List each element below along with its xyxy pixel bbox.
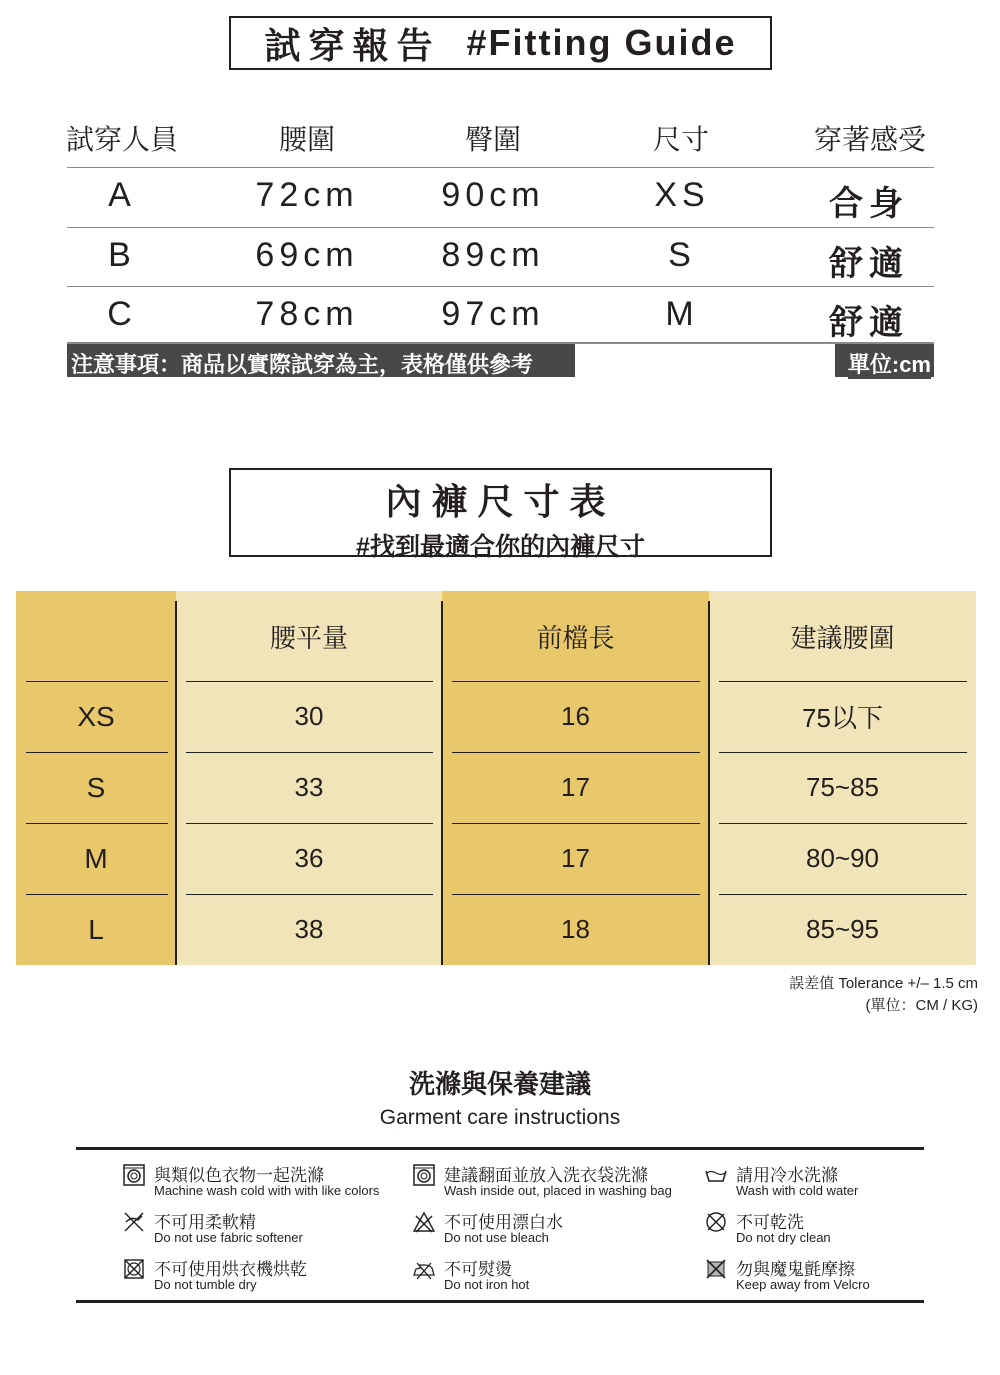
row-divider <box>26 752 168 753</box>
size-chart-title-box <box>229 468 772 561</box>
front-rise-cell: 17 <box>561 843 590 873</box>
waist-flat-cell: 33 <box>294 772 324 802</box>
care-title: 洗滌與保養建議 <box>408 1069 591 1099</box>
row-divider <box>26 681 168 682</box>
no-dry-clean-icon <box>704 1210 728 1234</box>
care-bottom-rule <box>76 1300 924 1303</box>
care-zh: 勿與魔鬼氈摩擦 <box>736 1260 855 1279</box>
no-bleach-icon <box>412 1210 436 1234</box>
care-item <box>704 1255 914 1297</box>
care-zh: 不可使用烘衣機烘乾 <box>154 1260 307 1279</box>
suggested-waist-header: 建議腰圍 <box>790 622 895 653</box>
row-feel: 舒適 <box>829 245 909 283</box>
front-rise-cell: 17 <box>561 772 590 802</box>
row-divider <box>719 681 967 682</box>
hand-wash-tub-icon <box>704 1163 728 1187</box>
front-rise-column <box>442 591 709 965</box>
note-bar <box>67 342 934 377</box>
row-person: C <box>107 295 137 333</box>
row-divider <box>26 823 168 824</box>
row-divider <box>186 681 433 682</box>
row-divider <box>452 752 700 753</box>
suggested-waist-cell: 80~90 <box>805 843 880 873</box>
care-en: Do not dry clean <box>736 1230 831 1245</box>
no-tumble-dry-icon <box>122 1257 146 1281</box>
care-item <box>412 1161 702 1203</box>
care-zh: 不可乾洗 <box>736 1213 804 1232</box>
header-hip: 臀圍 <box>464 124 521 155</box>
waist-flat-cell: 36 <box>294 843 324 873</box>
row-size: XS <box>654 176 710 214</box>
care-item <box>122 1208 412 1250</box>
row-waist: 69cm <box>255 236 359 274</box>
care-item <box>122 1255 412 1297</box>
waist-flat-cell: 38 <box>294 914 324 944</box>
suggested-waist-cell: 85~95 <box>805 914 880 944</box>
row-divider <box>452 681 700 682</box>
care-item <box>704 1161 914 1203</box>
row-divider <box>719 894 967 895</box>
care-en: Keep away from Velcro <box>736 1277 870 1292</box>
waist-flat-cell: 30 <box>294 701 324 731</box>
suggested-waist-cell: 75~85 <box>805 772 880 802</box>
table-row <box>67 286 934 345</box>
size-chart-unit: (單位：CM / KG) <box>865 997 978 1014</box>
row-divider <box>452 894 700 895</box>
header-feel: 穿著感受 <box>813 124 926 155</box>
row-hip: 90cm <box>441 176 545 214</box>
size-chart-table <box>16 591 976 965</box>
care-zh: 請用冷水洗滌 <box>736 1166 838 1185</box>
row-feel: 合身 <box>829 185 909 223</box>
column-divider <box>441 601 443 965</box>
size-chart-subtitle: #找到最適合你的內褲尺寸 <box>356 533 645 561</box>
fitting-title-zh: 試穿報告 <box>264 24 441 66</box>
row-divider <box>186 823 433 824</box>
no-velcro-icon <box>704 1257 728 1281</box>
care-top-rule <box>76 1147 924 1150</box>
size-cell: M <box>84 842 108 874</box>
unit-label: 單位:cm <box>848 348 931 379</box>
suggested-waist-cell: 75以下 <box>802 703 883 733</box>
row-person: A <box>108 176 136 214</box>
size-chart-title: 內褲尺寸表 <box>385 481 616 522</box>
size-cell: S <box>86 771 106 803</box>
care-zh: 建議翻面並放入洗衣袋洗滌 <box>444 1166 648 1185</box>
row-divider <box>186 752 433 753</box>
care-en: Wash inside out, placed in washing bag <box>444 1183 672 1198</box>
column-divider <box>175 601 177 965</box>
care-zh: 不可用柔軟精 <box>154 1213 256 1232</box>
no-softener-icon <box>122 1210 146 1234</box>
care-en: Machine wash cold with with like colors <box>154 1183 380 1198</box>
table-row <box>67 227 934 286</box>
row-feel: 舒適 <box>829 304 909 342</box>
header-person: 試穿人員 <box>65 124 178 155</box>
row-waist: 78cm <box>255 295 359 333</box>
care-item <box>412 1255 702 1297</box>
care-zh: 不可熨燙 <box>444 1260 512 1279</box>
row-person: B <box>108 236 136 274</box>
care-en: Do not tumble dry <box>154 1277 257 1292</box>
front-rise-header: 前檔長 <box>536 622 615 653</box>
note-text: 注意事項：商品以實際試穿為主，表格僅供參考 <box>71 352 534 377</box>
care-en: Do not use fabric softener <box>154 1230 303 1245</box>
row-divider <box>719 823 967 824</box>
header-waist: 腰圍 <box>278 124 335 155</box>
care-zh: 與類似色衣物一起洗滌 <box>154 1166 324 1185</box>
care-item <box>704 1208 914 1250</box>
no-iron-icon <box>412 1257 436 1281</box>
waist-flat-header: 腰平量 <box>269 622 348 653</box>
care-item <box>412 1208 702 1250</box>
table-row <box>67 167 934 226</box>
size-cell: XS <box>77 700 115 732</box>
row-waist: 72cm <box>255 176 359 214</box>
size-column-header <box>16 591 176 681</box>
row-hip: 97cm <box>441 295 545 333</box>
row-size: S <box>668 236 696 274</box>
fitting-title-box <box>229 16 772 70</box>
fitting-title-en: #Fitting Guide <box>466 22 737 63</box>
care-en: Wash with cold water <box>736 1183 859 1198</box>
suggested-waist-column <box>709 591 976 965</box>
waist-flat-column <box>176 591 442 965</box>
front-rise-cell: 16 <box>561 701 590 731</box>
care-zh: 不可使用漂白水 <box>444 1213 563 1232</box>
row-size: M <box>665 295 699 333</box>
care-item <box>122 1161 412 1203</box>
tolerance-text: 誤差值 Tolerance +/– 1.5 cm <box>789 975 978 992</box>
front-rise-cell: 18 <box>561 914 590 944</box>
washing-machine-icon <box>412 1163 436 1187</box>
row-divider <box>186 894 433 895</box>
care-en: Do not use bleach <box>444 1230 549 1245</box>
tolerance-note <box>789 973 978 1017</box>
size-column <box>16 591 176 965</box>
fitting-table-header <box>0 112 1000 160</box>
row-divider <box>719 752 967 753</box>
size-cell: L <box>88 913 104 945</box>
row-divider <box>26 894 168 895</box>
care-subtitle: Garment care instructions <box>379 1106 621 1129</box>
column-divider <box>708 601 710 965</box>
washing-machine-icon <box>122 1163 146 1187</box>
header-size: 尺寸 <box>652 124 709 155</box>
note-bar-gap <box>575 344 835 377</box>
row-divider <box>452 823 700 824</box>
care-en: Do not iron hot <box>444 1277 530 1292</box>
row-hip: 89cm <box>441 236 545 274</box>
